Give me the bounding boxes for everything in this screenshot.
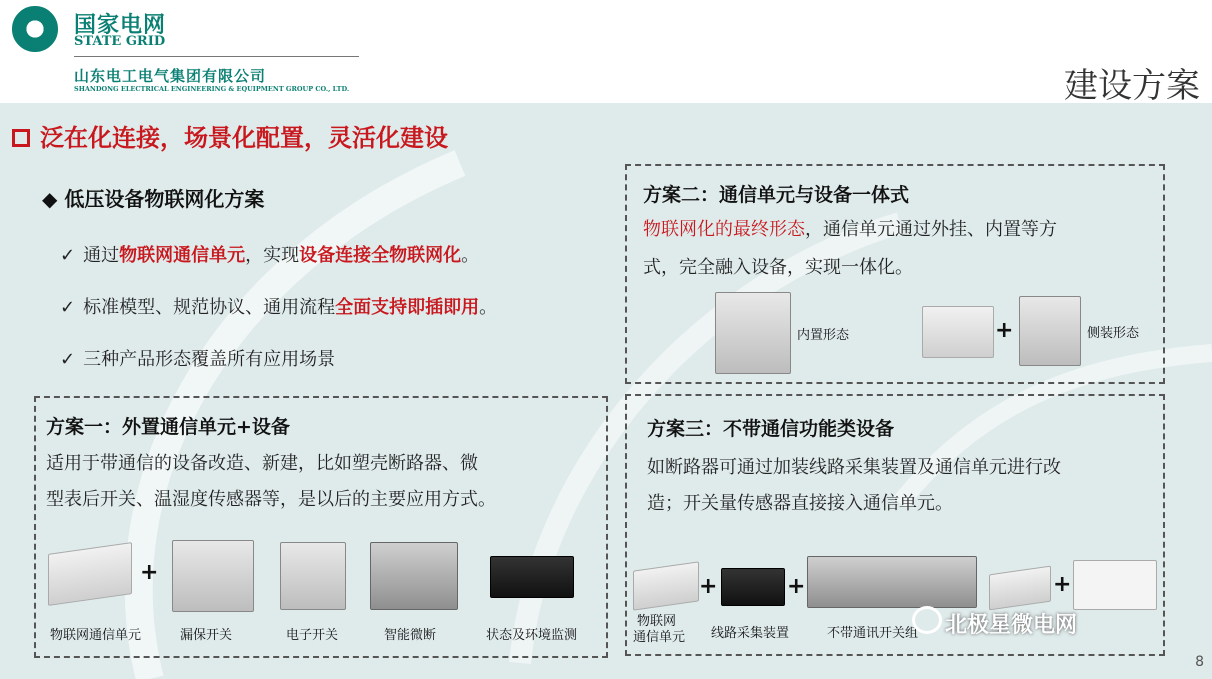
plan2-highlight: 物联网化的最终形态 <box>643 219 805 240</box>
bullet-text: 三种产品形态覆盖所有应用场景 <box>83 349 336 370</box>
bullet-highlight: 物联网通信单元 <box>119 245 246 266</box>
plan3-line1: 如断路器可通过加装线路采集装置及通信单元进行改 <box>647 457 1061 478</box>
bullet-text: 。 <box>461 245 480 266</box>
plus-sign: + <box>787 574 806 599</box>
plan2-line2: 式，完全融入设备，实现一体化。 <box>643 257 913 278</box>
bullet-text: 标准模型、规范协议、通用流程 <box>83 297 336 318</box>
plus-sign: + <box>995 318 1014 343</box>
iot-comm-unit-image <box>48 542 132 606</box>
logo-title-cn: 国家电网 <box>74 13 167 38</box>
check-icon: ✓ <box>60 245 76 266</box>
electronic-switch-image <box>280 542 346 610</box>
bullet-text: 通过 <box>83 245 120 266</box>
page-number: 8 <box>1195 654 1204 670</box>
bullet-item <box>60 293 497 319</box>
bullet-text: 。 <box>479 297 498 318</box>
product-label: 状态及环境监测 <box>486 628 578 643</box>
builtin-form-image <box>715 292 791 374</box>
product-label: 物联网 <box>637 614 677 629</box>
bullet-item <box>60 345 335 371</box>
plan1-box <box>34 396 608 658</box>
bullet-text: ，实现 <box>245 245 300 266</box>
plan2-line1-rest: ，通信单元通过外挂、内置等方 <box>805 219 1057 240</box>
product-label: 电子开关 <box>286 628 339 643</box>
bullet-highlight: 全面支持即插即用 <box>335 297 480 318</box>
plan2-box <box>625 164 1165 384</box>
bullet-highlight: 设备连接全物联网化 <box>299 245 462 266</box>
section-heading: ◆ 低压设备物联网化方案 <box>42 187 265 211</box>
state-grid-logo-icon <box>12 6 58 52</box>
page-title: 建设方案 <box>1064 66 1200 106</box>
plus-sign: + <box>140 560 159 585</box>
product-label: 物联网通信单元 <box>50 628 142 643</box>
bullet-item <box>60 241 479 267</box>
plan3-title: 方案三：不带通信功能类设备 <box>647 418 895 440</box>
plus-sign: + <box>1053 572 1072 597</box>
product-label: 线路采集装置 <box>711 626 790 641</box>
monitor-device-image <box>490 556 574 598</box>
comm-module-image <box>922 306 994 358</box>
iot-comm-unit-image <box>633 561 699 610</box>
switch-group-image <box>807 556 977 608</box>
product-label: 智能微断 <box>384 628 437 643</box>
smart-breaker-image <box>370 542 458 610</box>
logo-title-en: STATE GRID <box>74 34 166 49</box>
product-label: 漏保开关 <box>180 628 233 643</box>
side-mount-form-label: 侧装形态 <box>1087 326 1140 341</box>
logo-divider <box>74 56 359 57</box>
iot-comm-unit-image <box>989 566 1051 611</box>
plan3-box <box>625 394 1165 656</box>
plan1-line1: 适用于带通信的设备改造、新建，比如塑壳断路器、微 <box>46 453 478 474</box>
leakage-switch-image <box>172 540 254 612</box>
slide-header <box>0 0 1212 106</box>
wechat-watermark-icon <box>912 606 942 634</box>
plus-sign: + <box>699 574 718 599</box>
plan1-title: 方案一：外置通信单元+设备 <box>46 416 290 438</box>
builtin-form-label: 内置形态 <box>797 328 850 343</box>
watermark-text: 北极星微电网 <box>945 613 1078 638</box>
main-heading-text: 泛在化连接，场景化配置，灵活化建设 <box>40 124 448 152</box>
line-collector-image <box>721 568 785 606</box>
plan2-line1 <box>643 212 1057 248</box>
square-bullet-icon <box>12 129 30 147</box>
product-label: 通信单元 <box>633 630 686 645</box>
company-name-cn: 山东电工电气集团有限公司 <box>74 67 267 85</box>
main-heading <box>12 118 448 153</box>
product-label: 不带通讯开关组 <box>827 626 919 641</box>
check-icon: ✓ <box>60 297 76 318</box>
side-mount-breaker-image <box>1019 296 1081 366</box>
company-name-en: SHANDONG ELECTRICAL ENGINEERING & EQUIPMENT GROUP CO., LTD. <box>74 85 350 93</box>
plan1-line2: 型表后开关、温湿度传感器等，是以后的主要应用方式。 <box>46 489 496 510</box>
switch-sensor-image <box>1073 560 1157 610</box>
plan2-title: 方案二：通信单元与设备一体式 <box>643 184 910 206</box>
check-icon: ✓ <box>60 349 76 370</box>
plan3-line2: 造；开关量传感器直接接入通信单元。 <box>647 493 953 514</box>
